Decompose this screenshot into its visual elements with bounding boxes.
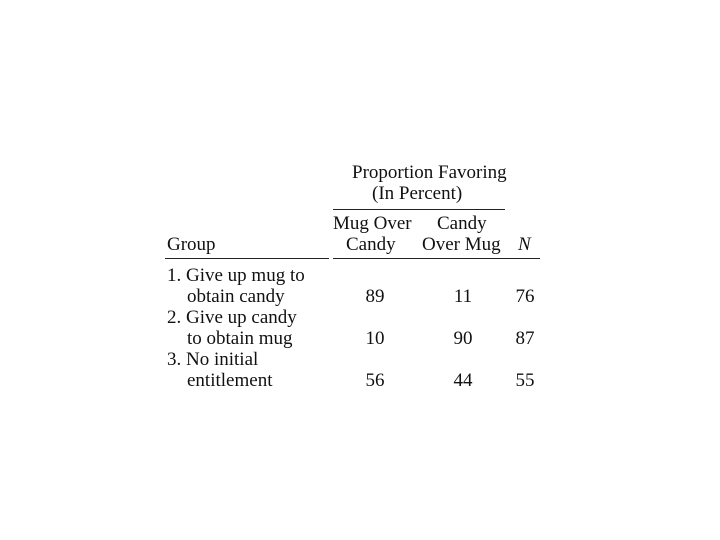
cell-candy-over-mug: 44: [453, 370, 473, 391]
spanner-header-line2: (In Percent): [372, 183, 463, 204]
cell-n: 55: [515, 370, 535, 391]
row-label-line2: to obtain mug: [187, 328, 293, 349]
col-header-candy-over-mug-line2: Over Mug: [422, 234, 501, 255]
cell-mug-over-candy: 89: [365, 286, 385, 307]
col-header-mug-over-candy-line1: Mug Over: [333, 213, 412, 234]
col-header-mug-over-candy-line2: Candy: [346, 234, 396, 255]
cell-n: 76: [515, 286, 535, 307]
col-header-group: Group: [167, 234, 216, 255]
data-header-rule: [333, 258, 540, 259]
cell-n: 87: [515, 328, 535, 349]
spanner-rule: [333, 209, 505, 210]
spanner-header-line1: Proportion Favoring: [352, 162, 507, 183]
cell-candy-over-mug: 90: [453, 328, 473, 349]
cell-mug-over-candy: 56: [365, 370, 385, 391]
cell-mug-over-candy: 10: [365, 328, 385, 349]
row-label-line2: obtain candy: [187, 286, 285, 307]
group-header-rule: [165, 258, 329, 259]
col-header-candy-over-mug-line1: Candy: [437, 213, 487, 234]
col-header-n: N: [518, 234, 531, 255]
row-label-line1: 2. Give up candy: [167, 307, 297, 328]
row-label-line2: entitlement: [187, 370, 273, 391]
row-label-line1: 3. No initial: [167, 349, 259, 370]
row-label-line1: 1. Give up mug to: [167, 265, 305, 286]
cell-candy-over-mug: 11: [453, 286, 473, 307]
